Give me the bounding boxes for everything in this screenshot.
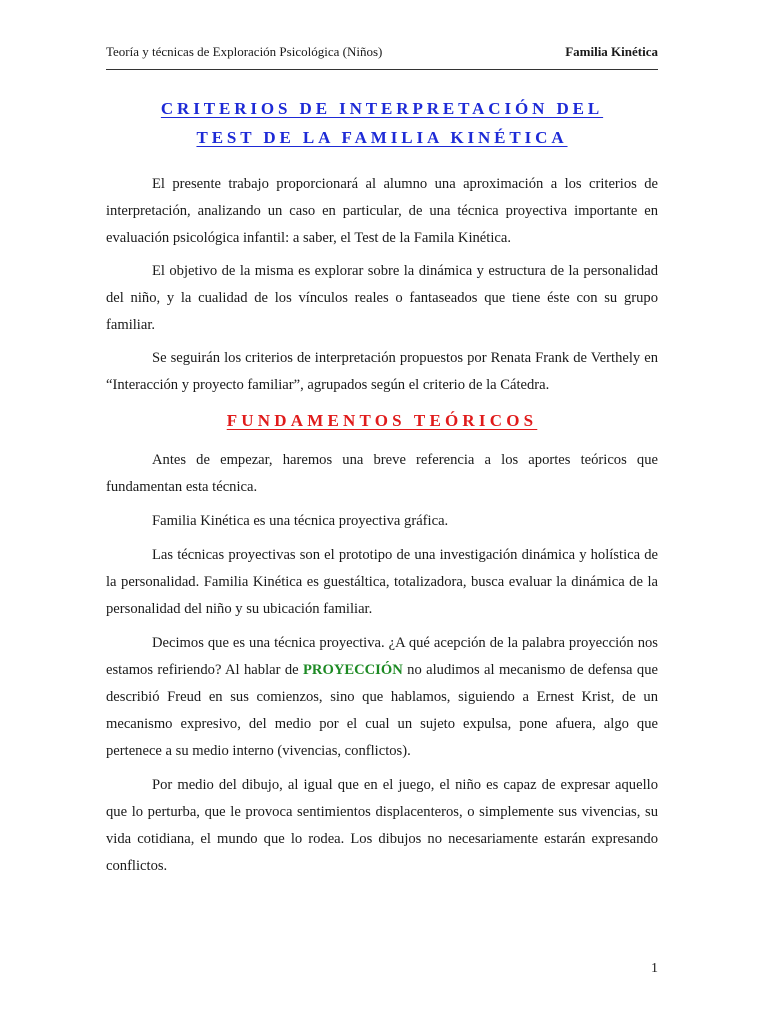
paragraph-text: no aludimos al mecanismo de defensa que describió Freud en sus comienzos, sino que hablamos, siguiendo a Ernest Krist, de un mecanismo expresivo, del medio por el cual un sujeto expulsa, pone afuera, algo que pertenece a su medio interno (vivencias, conflictos).: [106, 662, 659, 759]
highlighted-term: PROYECCIÓN: [303, 662, 403, 678]
section-paragraph-4: [106, 630, 658, 765]
running-header: [106, 44, 658, 64]
header-course-title: Teoría y técnicas de Exploración Psicológica (Niños): [106, 44, 383, 59]
document-title-line-2: TEST DE LA FAMILIA KINÉTICA: [196, 128, 568, 147]
section-heading: FUNDAMENTOS TEÓRICOS: [226, 411, 538, 430]
paragraph-text: Decimos que es una técnica proyectiva. ¿A qué acepción de la palabra proyección nos estamos refiriendo? Al hablar de: [106, 635, 658, 678]
page-number: 1: [651, 961, 658, 976]
section-paragraph-5: Por medio del dibujo, al igual que en el juego, el niño es capaz de expresar aquello que lo perturba, que le provoca sentimientos displacenteros, o simplemente sus vivencias, su vida cotidiana, el mundo que lo rodea. Los dibujos no necesariamente estarán expresando conflictos.: [106, 777, 658, 874]
document-title-line-1: CRITERIOS DE INTERPRETACIÓN DEL: [160, 99, 604, 118]
section-paragraph-2: Familia Kinética es una técnica proyectiva gráfica.: [152, 513, 449, 529]
section-paragraph-1: Antes de empezar, haremos una breve referencia a los aportes teóricos que fundamentan esta técnica.: [106, 452, 658, 495]
intro-paragraph-3: Se seguirán los criterios de interpretación propuestos por Renata Frank de Verthely en “Interacción y proyecto familiar”, agrupados según el criterio de la Cátedra.: [106, 350, 658, 393]
header-topic: Familia Kinética: [565, 44, 658, 59]
intro-paragraph-1: El presente trabajo proporcionará al alumno una aproximación a los criterios de interpretación, analizando un caso en particular, de una técnica proyectiva importante en evaluación psicológica infantil: a saber, el Test de la Famila Kinética.: [106, 176, 658, 246]
header-divider: [106, 69, 658, 70]
intro-paragraph-2: El objetivo de la misma es explorar sobre la dinámica y estructura de la personalidad del niño, y la cualidad de los vínculos reales o fantaseados que tiene éste con su grupo familiar.: [106, 263, 658, 333]
section-paragraph-3: Las técnicas proyectivas son el prototipo de una investigación dinámica y holística de la personalidad. Familia Kinética es guestáltica, totalizadora, busca evaluar la dinámica de la personalidad del niño y su ubicación familiar.: [106, 547, 658, 617]
